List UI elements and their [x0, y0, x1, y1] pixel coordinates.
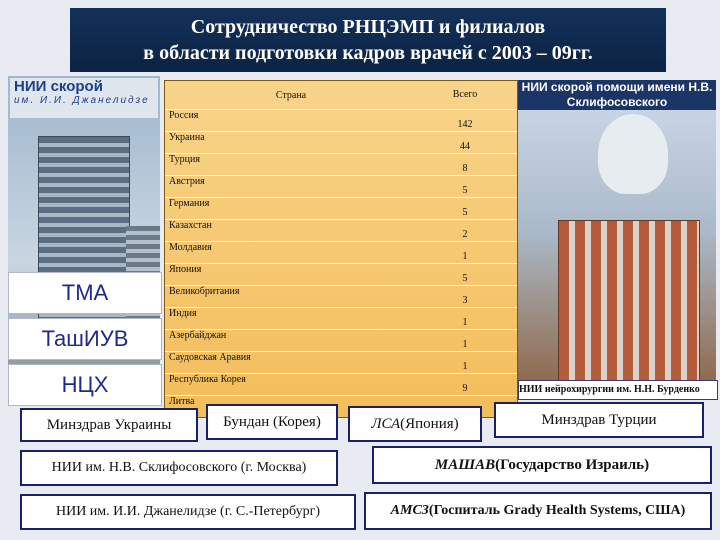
table-row: [165, 308, 517, 330]
table-row: [165, 264, 517, 286]
country-cell: Австрия: [169, 176, 205, 187]
table-row: [165, 110, 517, 132]
partner-lsa-country: (Япония): [400, 415, 459, 432]
country-cell: Азербайджан: [169, 330, 227, 341]
total-cell: 2: [462, 229, 468, 240]
partner-sklif: НИИ им. Н.В. Склифосовского (г. Москва): [20, 450, 338, 486]
building-sign: [10, 78, 158, 118]
table-row: [165, 132, 517, 154]
table-row: [165, 330, 517, 352]
total-cell: 9: [462, 383, 468, 394]
partner-mashav-name: МАШАВ: [434, 456, 496, 473]
total-cell: 5: [462, 185, 468, 196]
total-cell: 1: [462, 251, 468, 262]
partner-mashav: [372, 446, 712, 484]
country-cell: Казахстан: [169, 220, 212, 231]
country-cell: Литва: [169, 396, 195, 407]
header-country: Страна: [275, 89, 307, 101]
nurse-figure: [598, 114, 668, 194]
country-cell: Япония: [169, 264, 202, 275]
header-total: Всего: [452, 89, 478, 100]
country-table: [164, 80, 518, 418]
total-cell: 3: [462, 295, 468, 306]
label-tashiuv: ТашИУВ: [8, 318, 162, 360]
total-cell: 1: [462, 339, 468, 350]
table-row: [165, 176, 517, 198]
table-row: [165, 242, 517, 264]
total-cell: 5: [462, 273, 468, 284]
table-row: [165, 352, 517, 374]
sign-line-2: им. И.И. Джанелидзе: [14, 95, 150, 106]
slide-title: [70, 8, 666, 72]
country-cell: Саудовская Аравия: [169, 352, 251, 363]
country-cell: Германия: [169, 198, 210, 209]
table-row: [165, 220, 517, 242]
total-cell: 44: [460, 141, 470, 152]
sign-line-1: НИИ скорой: [14, 78, 103, 95]
sklif-caption: НИИ скорой помощи имени Н.В. Склифосовского: [518, 80, 716, 112]
partner-bundan: Бундан (Корея): [206, 404, 338, 440]
table-row: [165, 286, 517, 308]
title-line-1: Сотрудничество РНЦЭМП и филиалов: [190, 16, 546, 38]
partner-minzdrav-ukraine: Минздрав Украины: [20, 408, 198, 442]
country-cell: Великобритания: [169, 286, 240, 297]
partner-minzdrav-turkey: Минздрав Турции: [494, 402, 704, 438]
total-cell: 8: [462, 163, 468, 174]
total-cell: 5: [462, 207, 468, 218]
total-cell: 1: [462, 317, 468, 328]
sklif-photo: [518, 110, 716, 380]
country-cell: Молдавия: [169, 242, 212, 253]
country-cell: Россия: [169, 110, 199, 121]
total-cell: 142: [457, 119, 473, 130]
partner-mashav-country: (Государство Израиль): [495, 456, 650, 473]
label-tma: ТМА: [8, 272, 162, 314]
partner-dzhanelidze: НИИ им. И.И. Джанелидзе (г. С.-Петербург): [20, 494, 356, 530]
label-ncx: НЦХ: [8, 364, 162, 406]
partner-lsa-name: ЛСА: [371, 415, 401, 432]
country-cell: Турция: [169, 154, 200, 165]
title-line-2: в области подготовки кадров врачей с 2003 – 09гг.: [143, 42, 593, 64]
table-row: [165, 374, 517, 396]
table-row: [165, 198, 517, 220]
partner-amcz-name: АМСЗ: [390, 503, 429, 518]
burdenko-caption: НИИ нейрохирургии им. Н.Н. Бурденко: [518, 380, 718, 400]
partner-amcz: [364, 492, 712, 530]
total-cell: 1: [462, 361, 468, 372]
table-row: [165, 154, 517, 176]
country-cell: Индия: [169, 308, 197, 319]
burdenko-building-shape: [558, 220, 700, 380]
country-cell: Республика Корея: [169, 374, 246, 385]
country-cell: Украина: [169, 132, 205, 143]
partner-amcz-desc: (Госпиталь Grady Health Systems, США): [428, 503, 686, 518]
table-header: [165, 81, 517, 110]
partner-lsa: [348, 406, 482, 442]
